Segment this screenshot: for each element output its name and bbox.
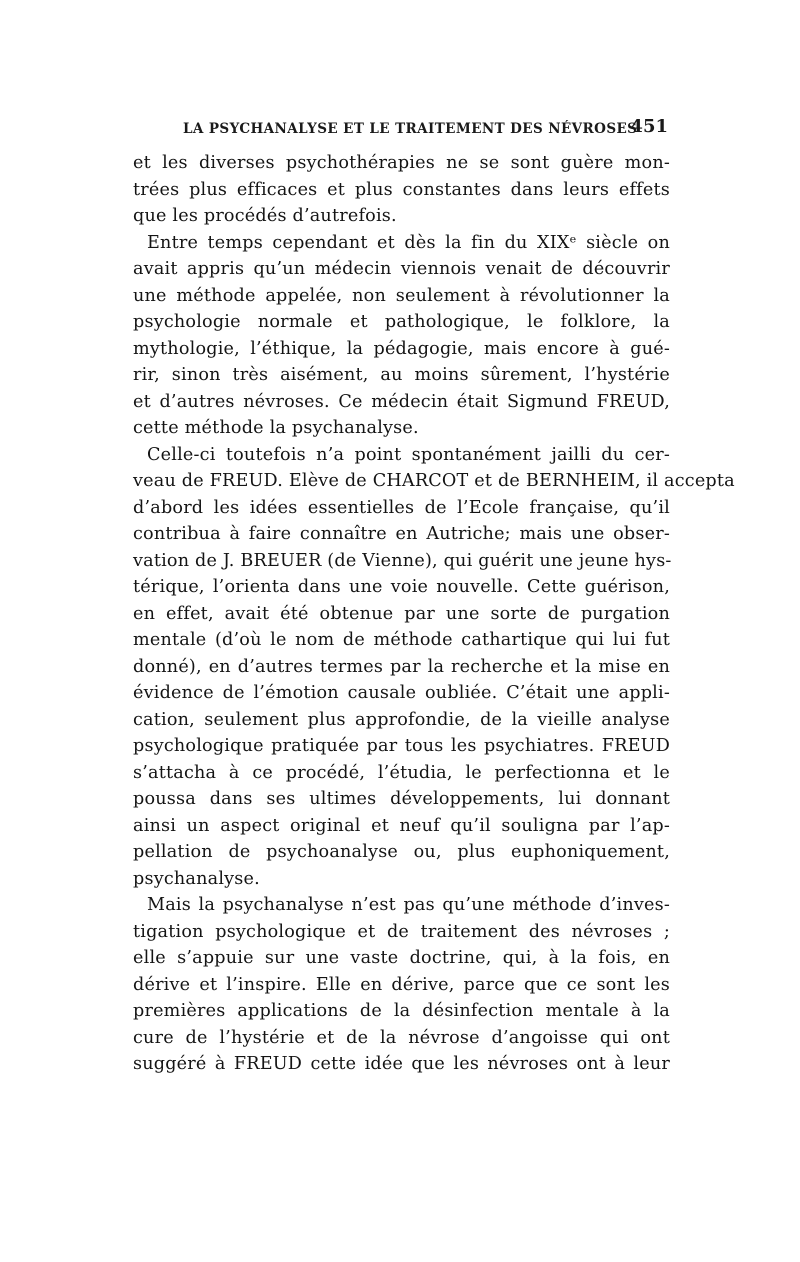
text-line: psychologie normale et pathologique, le folklore, la	[133, 312, 670, 332]
text-line: avait appris qu’un médecin viennois venait de découvrir	[133, 259, 670, 279]
text-line: psychanalyse.	[133, 868, 260, 889]
text-line: térique, l’orienta dans une voie nouvelle. Cette guérison,	[133, 577, 670, 597]
text-line: cette méthode la psychanalyse.	[133, 418, 419, 438]
text-line: d’abord les idées essentielles de l’Ecole française, qu’il	[133, 497, 670, 518]
text-line: évidence de l’émotion causale oubliée. C’était une appli-	[133, 683, 670, 703]
text-line: s’attacha à ce procédé, l’étudia, le perfectionna et le	[133, 762, 670, 783]
text-line: ainsi un aspect original et neuf qu’il souligna par l’ap-	[133, 815, 670, 836]
text-line: Mais la psychanalyse n’est pas qu’une méthode d’inves-	[147, 895, 670, 915]
text-line: donné), en d’autres termes par la recherche et la mise en	[133, 656, 670, 677]
text-line: veau de FREUD. Elève de CHARCOT et de BERNHEIM, il accepta	[133, 471, 735, 491]
text-line: suggéré à FREUD cette idée que les névroses ont à leur	[133, 1054, 670, 1074]
text-line: cure de l’hystérie et de la névrose d’angoisse qui ont	[133, 1027, 670, 1048]
text-line: cation, seulement plus approfondie, de la vieille analyse	[133, 709, 670, 730]
text-line: elle s’appuie sur une vaste doctrine, qui, à la fois, en	[133, 948, 670, 968]
text-line: rir, sinon très aisément, au moins sûrement, l’hystérie	[133, 365, 670, 385]
text-line: une méthode appelée, non seulement à révolutionner la	[133, 285, 670, 306]
text-line: psychologique pratiquée par tous les psychiatres. FREUD	[133, 736, 670, 756]
text-line: contribua à faire connaître en Autriche; mais une obser-	[133, 524, 670, 544]
text-line: en effet, avait été obtenue par une sorte de purgation	[133, 603, 670, 624]
text-line: Entre temps cependant et dès la fin du XIXᵉ siècle on	[147, 232, 670, 253]
text-line: que les procédés d’autrefois.	[133, 206, 397, 226]
body-text	[133, 150, 735, 1078]
text-line: pellation de psychoanalyse ou, plus euphoniquement,	[133, 842, 670, 862]
running-head	[183, 117, 668, 141]
text-line: mentale (d’où le nom de méthode cathartique qui lui fut	[133, 630, 670, 650]
text-line: tigation psychologique et de traitement des névroses ;	[133, 921, 670, 942]
text-line: premières applications de la désinfection mentale à la	[133, 1001, 670, 1021]
text-line: et les diverses psychothérapies ne se sont guère mon-	[133, 153, 670, 173]
text-line: et d’autres névroses. Ce médecin était Sigmund FREUD,	[133, 391, 670, 412]
page-number: 451	[630, 116, 668, 137]
text-line: Celle-ci toutefois n’a point spontanément jailli du cer-	[147, 444, 670, 465]
text-line: mythologie, l’éthique, la pédagogie, mais encore à gué-	[133, 338, 670, 359]
text-line: poussa dans ses ultimes développements, lui donnant	[133, 789, 670, 809]
text-line: vation de J. BREUER (de Vienne), qui guérit une jeune hys-	[133, 550, 672, 571]
running-head-title: LA PSYCHANALYSE ET LE TRAITEMENT DES NÉVROSES	[183, 121, 638, 137]
text-line: trées plus efficaces et plus constantes dans leurs effets	[133, 179, 670, 200]
text-line: dérive et l’inspire. Elle en dérive, parce que ce sont les	[133, 974, 670, 995]
